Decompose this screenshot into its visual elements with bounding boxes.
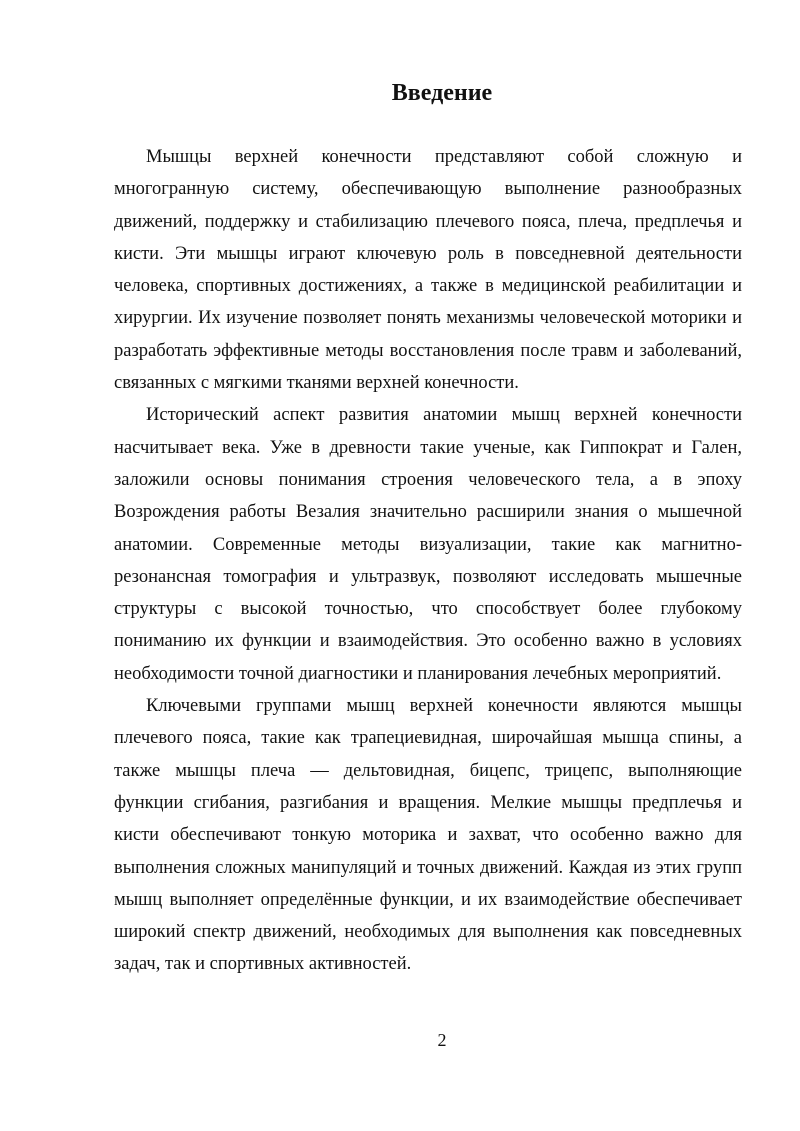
body-text: [114, 141, 742, 981]
page-title: Введение: [391, 80, 493, 106]
paragraph-2: Исторический аспект развития анатомии мышц верхней конечности насчитывает века. Уже в древности такие ученые, как Гиппократ и Гален, заложили основы понимания строения человеческого тела, а в эпоху Возрождения работы Везалия значительно расширили знания о мышечной анатомии. Современные методы визуализации, такие как магнитно-резонансная томография и ультразвук, позволяют исследовать мышечные структуры с высокой точностью, что способствует более глубокому пониманию их функции и взаимодействия. Это особенно важно в условиях необходимости точной диагностики и планирования лечебных мероприятий.: [114, 405, 742, 684]
page-number: 2: [437, 1030, 447, 1050]
paragraph-3: Ключевыми группами мышц верхней конечности являются мышцы плечевого пояса, такие как трапециевидная, широчайшая мышца спины, а также мышцы плеча — дельтовидная, бицепс, трицепс, выполняющие функции сгибания, разгибания и вращения. Мелкие мышцы предплечья и кисти обеспечивают тонкую моторика и захват, что особенно важно для выполнения сложных манипуляций и точных движений. Каждая из этих групп мышц выполняет определённые функции, и их взаимодействие обеспечивает широкий спектр движений, необходимых для выполнения как повседневных задач, так и спортивных активностей.: [114, 696, 742, 975]
paragraph-1: Мышцы верхней конечности представляют собой сложную и многогранную систему, обеспечивающую выполнение разнообразных движений, поддержку и стабилизацию плечевого пояса, плеча, предплечья и кисти. Эти мышцы играют ключевую роль в повседневной деятельности человека, спортивных достижениях, а также в медицинской реабилитации и хирургии. Их изучение позволяет понять механизмы человеческой моторики и разработать эффективные методы восстановления после травм и заболеваний, связанных с мягкими тканями верхней конечности.: [114, 147, 742, 394]
